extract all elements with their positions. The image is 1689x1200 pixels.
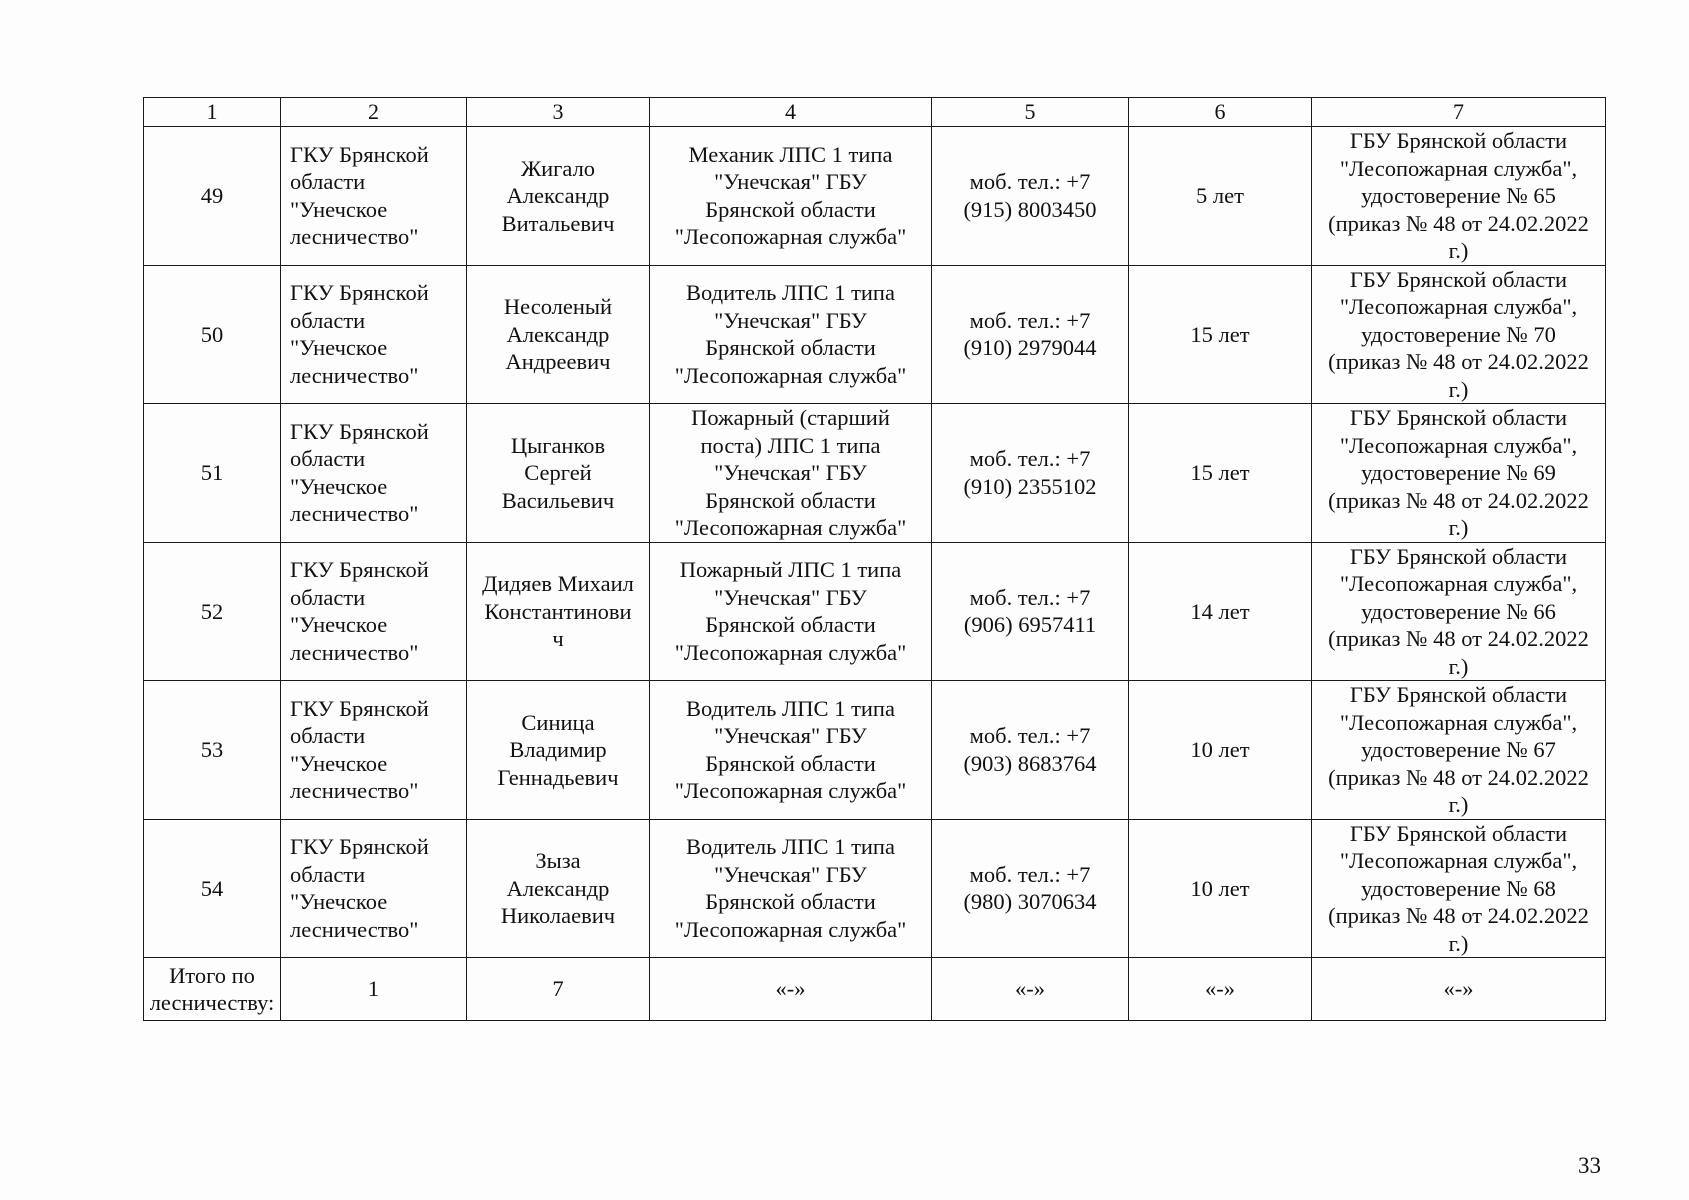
row-number: 54 (144, 819, 281, 958)
total-cell: «-» (1129, 958, 1312, 1021)
experience-cell: 15 лет (1129, 265, 1312, 404)
experience-cell: 15 лет (1129, 404, 1312, 543)
position-cell: Водитель ЛПС 1 типа "Унечская" ГБУ Брянской области "Лесопожарная служба" (650, 265, 932, 404)
experience-cell: 10 лет (1129, 819, 1312, 958)
table-row (144, 127, 1606, 266)
position-cell: Водитель ЛПС 1 типа "Унечская" ГБУ Брянской области "Лесопожарная служба" (650, 681, 932, 820)
organization-cell: ГКУ Брянской области "Унечское лесничество" (281, 681, 467, 820)
qualification-cell: ГБУ Брянской области "Лесопожарная служба", удостоверение № 68 (приказ № 48 от 24.02.2022 г.) (1312, 819, 1606, 958)
experience-cell: 14 лет (1129, 542, 1312, 681)
column-number: 5 (932, 98, 1129, 127)
table-row (144, 819, 1606, 958)
qualification-cell: ГБУ Брянской области "Лесопожарная служба", удостоверение № 66 (приказ № 48 от 24.02.2022 г.) (1312, 542, 1606, 681)
row-number: 49 (144, 127, 281, 266)
position-cell: Пожарный (старший поста) ЛПС 1 типа "Унечская" ГБУ Брянской области "Лесопожарная служба" (650, 404, 932, 543)
qualification-cell: ГБУ Брянской области "Лесопожарная служба", удостоверение № 65 (приказ № 48 от 24.02.2022 г.) (1312, 127, 1606, 266)
phone-cell: моб. тел.: +7 (915) 8003450 (932, 127, 1129, 266)
organization-cell: ГКУ Брянской области "Унечское лесничество" (281, 819, 467, 958)
organization-cell: ГКУ Брянской области "Унечское лесничество" (281, 127, 467, 266)
column-number: 7 (1312, 98, 1606, 127)
phone-cell: моб. тел.: +7 (910) 2979044 (932, 265, 1129, 404)
row-number: 52 (144, 542, 281, 681)
total-cell: 1 (281, 958, 467, 1021)
position-cell: Механик ЛПС 1 типа "Унечская" ГБУ Брянской области "Лесопожарная служба" (650, 127, 932, 266)
row-number: 53 (144, 681, 281, 820)
phone-cell: моб. тел.: +7 (910) 2355102 (932, 404, 1129, 543)
column-number: 3 (467, 98, 650, 127)
column-number-row (144, 98, 1606, 127)
total-cell: 7 (467, 958, 650, 1021)
phone-cell: моб. тел.: +7 (903) 8683764 (932, 681, 1129, 820)
qualification-cell: ГБУ Брянской области "Лесопожарная служба", удостоверение № 69 (приказ № 48 от 24.02.2022 г.) (1312, 404, 1606, 543)
total-cell: «-» (1312, 958, 1606, 1021)
full-name-cell: Несоленый Александр Андреевич (467, 265, 650, 404)
total-cell: «-» (932, 958, 1129, 1021)
full-name-cell: Синица Владимир Геннадьевич (467, 681, 650, 820)
phone-cell: моб. тел.: +7 (980) 3070634 (932, 819, 1129, 958)
column-number: 4 (650, 98, 932, 127)
staff-table (143, 97, 1606, 1021)
column-number: 2 (281, 98, 467, 127)
column-number: 6 (1129, 98, 1312, 127)
total-cell: «-» (650, 958, 932, 1021)
experience-cell: 10 лет (1129, 681, 1312, 820)
phone-cell: моб. тел.: +7 (906) 6957411 (932, 542, 1129, 681)
qualification-cell: ГБУ Брянской области "Лесопожарная служба", удостоверение № 70 (приказ № 48 от 24.02.2022 г.) (1312, 265, 1606, 404)
column-number: 1 (144, 98, 281, 127)
row-number: 50 (144, 265, 281, 404)
total-row (144, 958, 1606, 1021)
organization-cell: ГКУ Брянской области "Унечское лесничество" (281, 542, 467, 681)
table-row (144, 681, 1606, 820)
table-row (144, 542, 1606, 681)
total-label: Итого по лесничеству: (144, 958, 281, 1021)
row-number: 51 (144, 404, 281, 543)
organization-cell: ГКУ Брянской области "Унечское лесничество" (281, 265, 467, 404)
position-cell: Пожарный ЛПС 1 типа "Унечская" ГБУ Брянской области "Лесопожарная служба" (650, 542, 932, 681)
position-cell: Водитель ЛПС 1 типа "Унечская" ГБУ Брянской области "Лесопожарная служба" (650, 819, 932, 958)
page-number: 33 (1578, 1153, 1601, 1178)
full-name-cell: Жигало Александр Витальевич (467, 127, 650, 266)
organization-cell: ГКУ Брянской области "Унечское лесничество" (281, 404, 467, 543)
experience-cell: 5 лет (1129, 127, 1312, 266)
full-name-cell: Дидяев Михаил Константинови ч (467, 542, 650, 681)
full-name-cell: Цыганков Сергей Васильевич (467, 404, 650, 543)
table-row (144, 404, 1606, 543)
qualification-cell: ГБУ Брянской области "Лесопожарная служба", удостоверение № 67 (приказ № 48 от 24.02.2022 г.) (1312, 681, 1606, 820)
table-row (144, 265, 1606, 404)
full-name-cell: Зыза Александр Николаевич (467, 819, 650, 958)
